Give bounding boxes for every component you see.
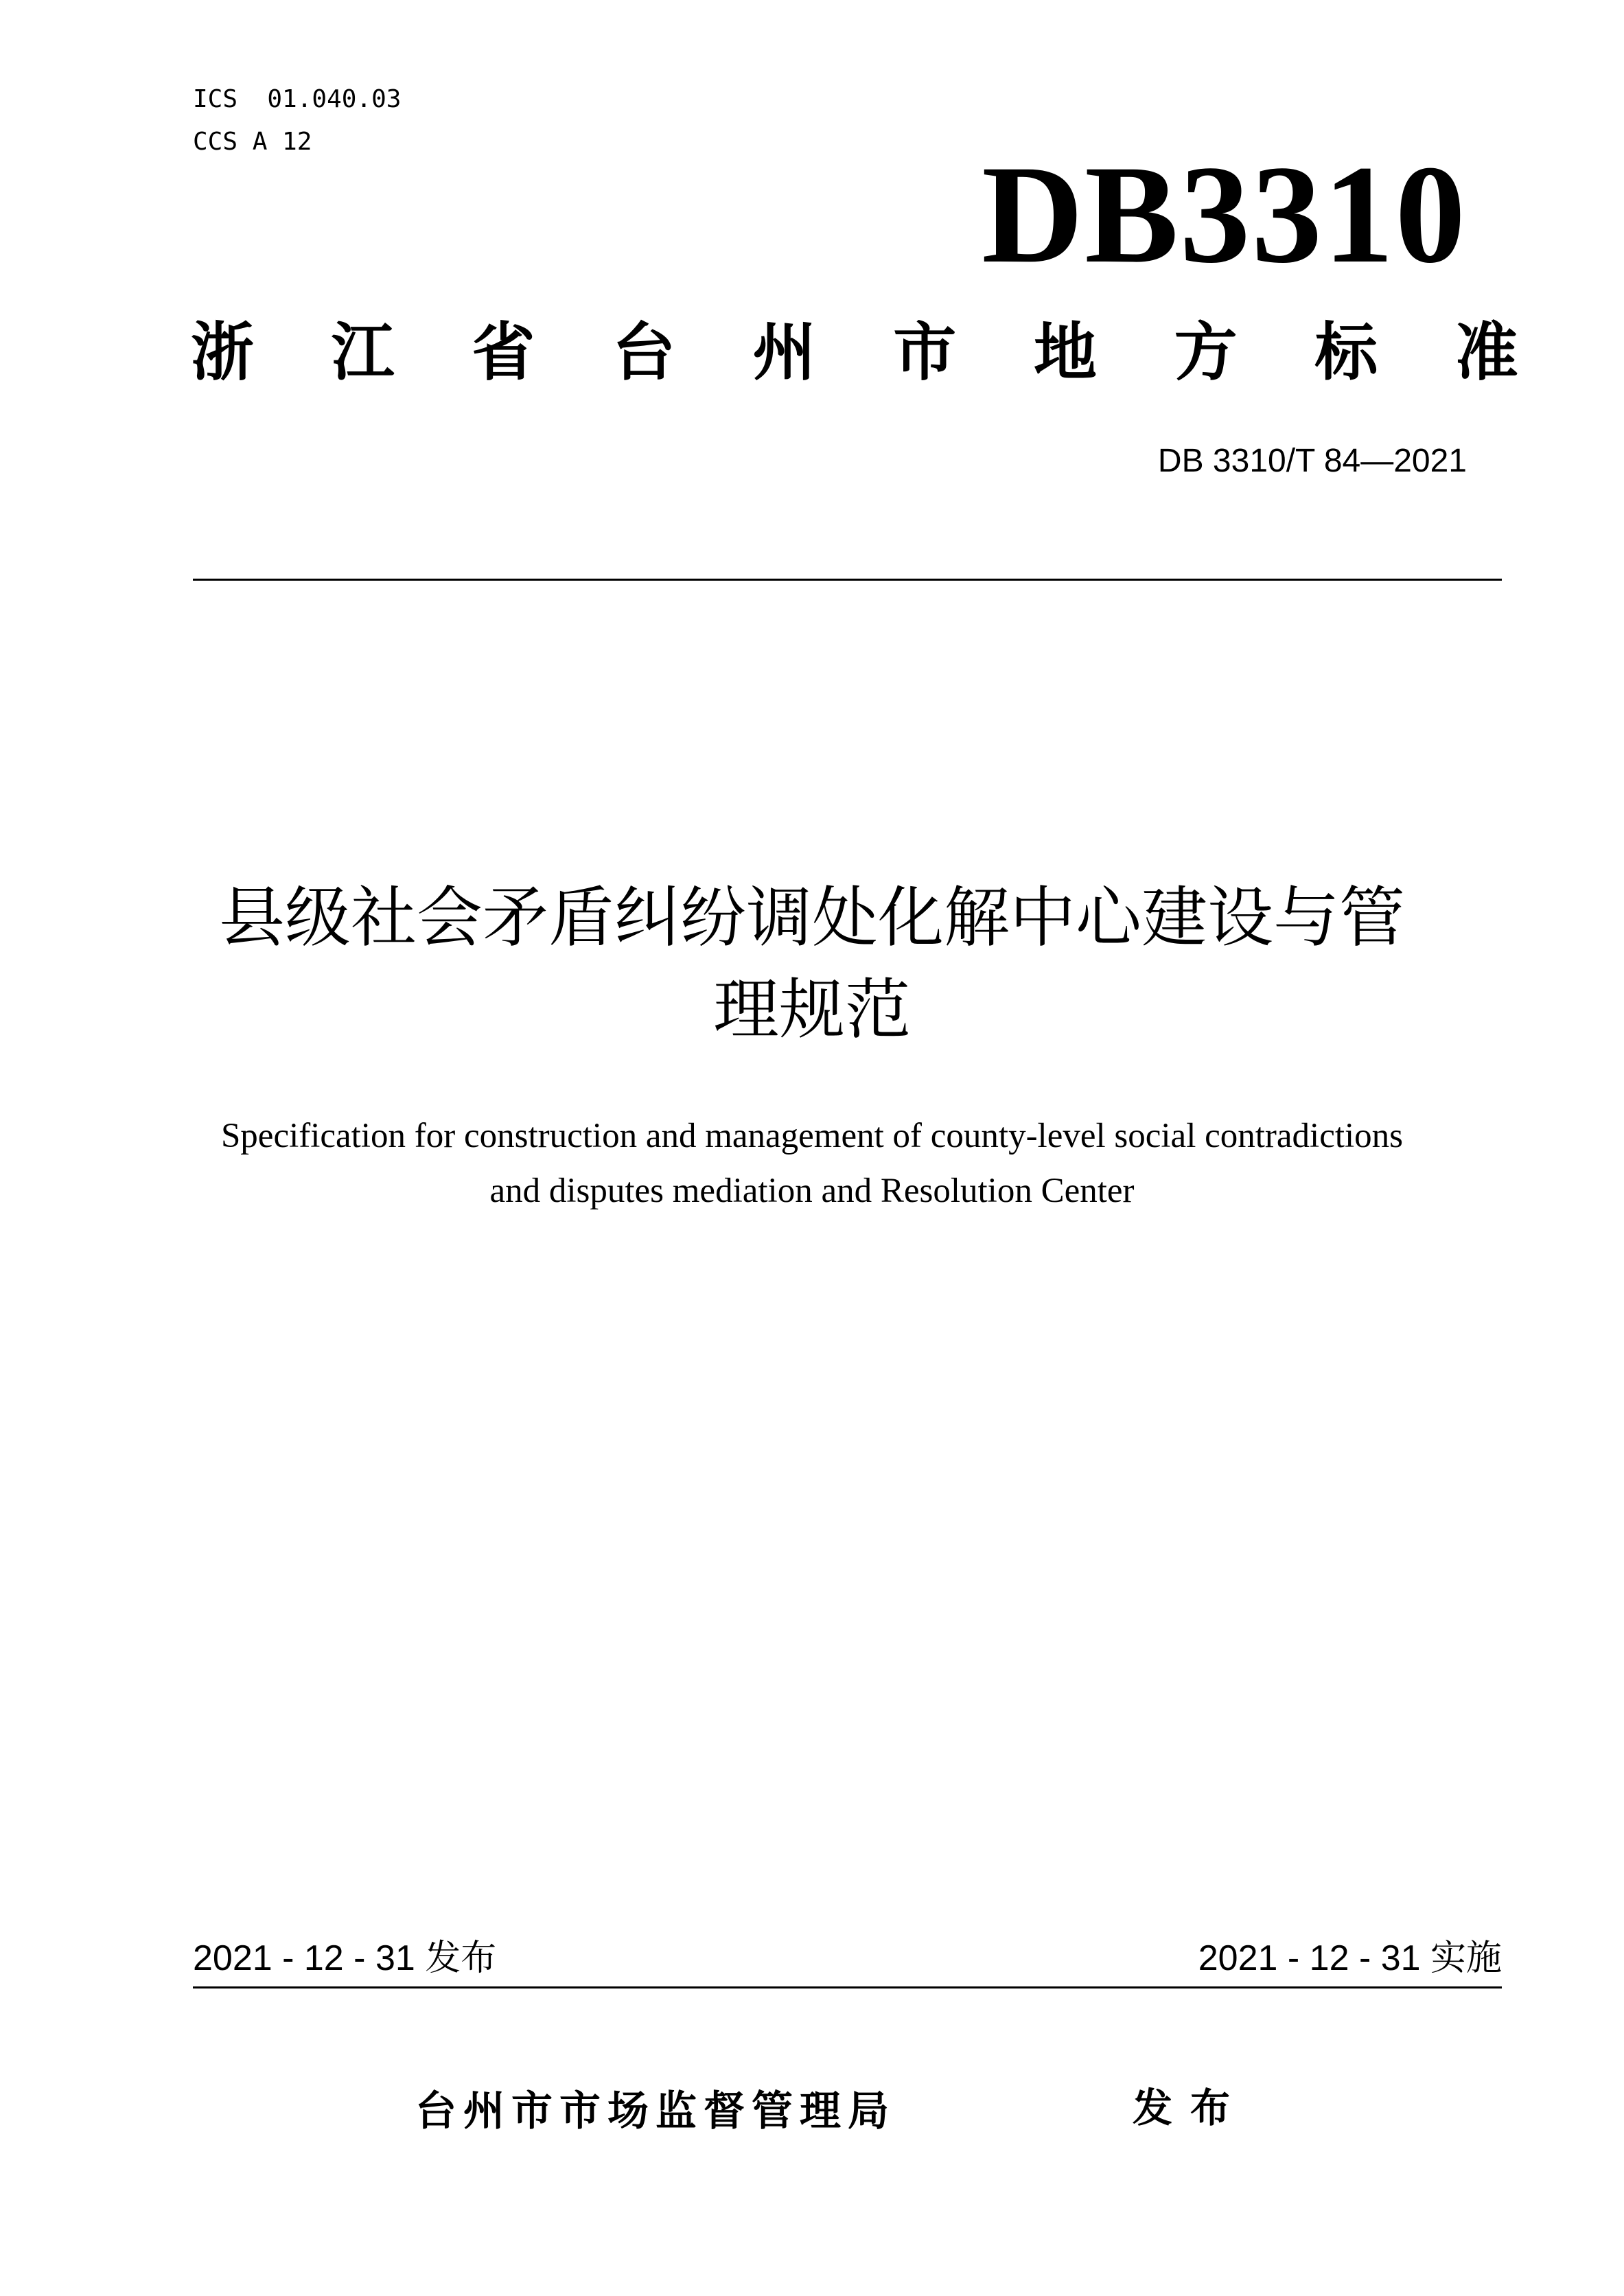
standard-type-char: 标 (1314, 316, 1378, 389)
standard-number: DB 3310/T 84—2021 (1157, 443, 1467, 479)
standard-type-char: 省 (472, 316, 535, 389)
standard-type-char: 台 (612, 316, 675, 389)
title-chinese-line: 县级社会矛盾纠纷调处化解中心建设与管 (219, 879, 1405, 956)
ics-code: ICS 01.040.03 (193, 85, 402, 113)
title-english-line: Specification for construction and management of county-level social contradictions (220, 1117, 1404, 1155)
standard-type-char: 江 (331, 316, 395, 389)
title-english (137, 1109, 1487, 1218)
standard-type-char: 州 (752, 316, 816, 389)
header-divider (193, 579, 1502, 581)
issued-label: 发布 (1133, 2085, 1249, 2131)
standard-type-char: 浙 (191, 316, 255, 389)
date-divider (193, 1986, 1502, 1988)
standard-mark: DB3310 (982, 137, 1467, 292)
standard-type-char: 市 (893, 316, 957, 389)
title-english-line: and disputes mediation and Resolution Center (489, 1172, 1135, 1210)
title-chinese (137, 872, 1487, 1056)
standard-type-heading (191, 316, 1518, 389)
title-chinese-line: 理规范 (713, 971, 911, 1048)
standard-type-char: 地 (1033, 316, 1097, 389)
issuing-authority: 台州市市场监督管理局 (415, 2087, 896, 2135)
standard-type-char: 准 (1454, 316, 1518, 389)
standard-type-char: 方 (1174, 316, 1238, 389)
implementation-date: 2021 - 12 - 31 实施 (1198, 1938, 1502, 1978)
issue-date: 2021 - 12 - 31 发布 (193, 1938, 497, 1978)
ccs-code: CCS A 12 (193, 128, 312, 156)
